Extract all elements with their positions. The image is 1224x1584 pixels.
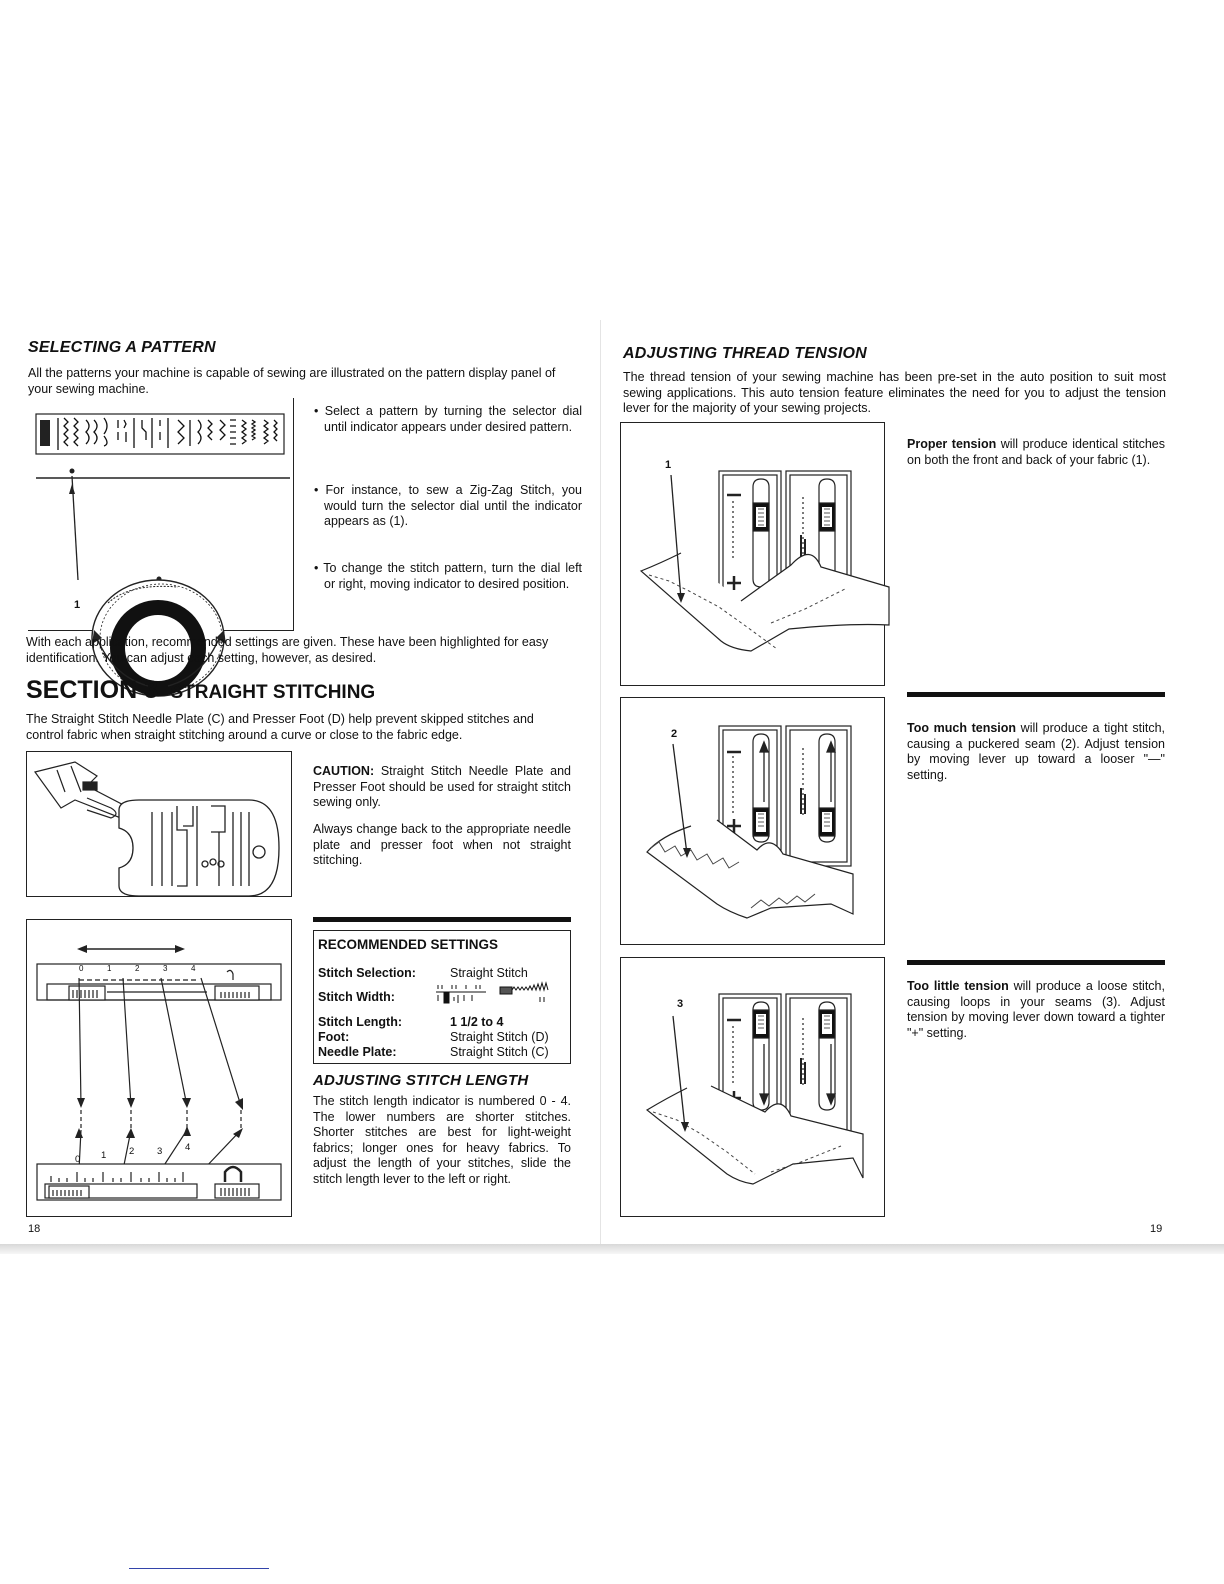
pattern-bullet-1: • Select a pattern by turning the selector dial until indicator appears under desired pattern.: [314, 404, 582, 434]
foot-plate-illustration: [26, 751, 292, 897]
setting-value-needle-plate: Straight Stitch (C): [450, 1045, 549, 1059]
too-little-tension-text: [907, 979, 1165, 1041]
scale-top-1: 1: [107, 964, 112, 973]
lever-arrows: [79, 978, 241, 1170]
section-title: STRAIGHT STITCHING: [170, 682, 376, 703]
pattern-dial-illustration: [28, 398, 294, 631]
too-much-tension-label: Too much tension: [907, 721, 1017, 735]
page-gutter: [600, 320, 601, 1250]
pattern-bullet-3: • To change the stitch pattern, turn the dial left or right, moving indicator to desired position.: [314, 561, 583, 591]
too-much-tension-body: will produce a tight stitch, causing a puckered seam (2). Adjust tension by moving lever up toward a looser "—" setting.: [907, 721, 1165, 782]
setting-label-needle-plate: Needle Plate:: [318, 1045, 397, 1059]
tension-callout-2: 2: [671, 728, 678, 740]
always-change-text: Always change back to the appropriate needle plate and presser foot when not straight stitching.: [313, 822, 571, 868]
scale-top-0: 0: [79, 964, 84, 973]
recommended-settings-box: [313, 930, 571, 1064]
too-much-tension-text: [907, 721, 1165, 783]
setting-value-selection: Straight Stitch: [450, 966, 528, 980]
pattern-callout-1: 1: [74, 599, 81, 611]
proper-tension-text: [907, 437, 1165, 468]
page-number-right: 19: [1150, 1223, 1163, 1235]
lever-arrowheads: [75, 1098, 243, 1138]
bottom-lever-panel: [37, 1164, 281, 1200]
tension-callout-3: 3: [677, 998, 684, 1010]
tension-illustration-too-much: [620, 697, 885, 945]
settings-rule: [313, 917, 571, 922]
proper-tension-body: will produce identical stitches on both the front and back of your fabric (1).: [907, 437, 1165, 467]
tension-illustration-too-little: [620, 957, 885, 1217]
thread-tension-intro: The thread tension of your sewing machine has been pre-set in the auto position to suit most sewing applications. This auto tension feature eliminates the need for you to adjust the tension lever for the majority of your sewing projects.: [623, 370, 1166, 416]
tension-callout-1: 1: [665, 459, 672, 471]
settings-title: RECOMMENDED SETTINGS: [318, 937, 499, 952]
selecting-pattern-outro: With each application, recommended settings are given. These have been highlighted for easy identification. You can adjust each setting, however, as desired.: [26, 635, 549, 665]
scale-bottom-2: 2: [129, 1146, 135, 1157]
setting-value-length: 1 1/2 to 4: [450, 1015, 504, 1029]
too-little-tension-body: will produce a loose stitch, causing loops in your seams (3). Adjust tension by moving lever down toward a tighter "+" setting.: [907, 979, 1165, 1040]
page-number-left: 18: [28, 1223, 41, 1235]
caution-body: Straight Stitch Needle Plate and Presser Foot should be used for straight stitch sewing only.: [313, 764, 571, 810]
scale-bottom-0: 0: [75, 1154, 81, 1165]
needle-plate-drawing: [119, 800, 279, 896]
tension-illustration-proper: [620, 422, 885, 686]
setting-label-foot: Foot:: [318, 1030, 350, 1044]
adjusting-length-heading: ADJUSTING STITCH LENGTH: [313, 1072, 529, 1089]
adjusting-length-text: The stitch length indicator is numbered 0 - 4. The lower numbers are shorter stitches. Shorter stitches are best for light-weight fabrics; longer ones for heavy fabrics. To adjust the length of your stitches, slide the stitch length lever to the left or right.: [313, 1094, 571, 1186]
too-little-tension-label: Too little tension: [907, 979, 1009, 993]
section-3-intro: The Straight Stitch Needle Plate (C) and Presser Foot (D) help prevent skipped stitches and control fabric when straight stitching around a curve or close to the fabric edge.: [26, 712, 534, 742]
proper-tension-label: Proper tension: [907, 437, 997, 451]
caution-text: [313, 764, 571, 811]
scale-bottom-1: 1: [101, 1150, 107, 1161]
scale-bottom-3: 3: [157, 1146, 163, 1157]
scale-bottom-4: 4: [185, 1142, 191, 1153]
pattern-panel-selector: [40, 420, 50, 446]
setting-label-width: Stitch Width:: [318, 990, 395, 1004]
stitch-length-illustration: [26, 919, 292, 1217]
length-scale-top: [79, 964, 203, 978]
too-little-rule: [907, 960, 1165, 965]
setting-label-length: Stitch Length:: [318, 1015, 403, 1029]
scale-top-3: 3: [163, 964, 168, 973]
length-scale-bottom: [75, 1142, 235, 1165]
page-bottom-shadow: [0, 1244, 1224, 1254]
bottom-link-line: [129, 1568, 269, 1569]
section-label: SECTION 3: [26, 676, 158, 704]
caution-label: CAUTION:: [313, 764, 375, 778]
selecting-pattern-heading: SELECTING A PATTERN: [28, 339, 216, 356]
too-much-rule: [907, 692, 1165, 697]
pattern-bullet-2: • For instance, to sew a Zig-Zag Stitch, you would turn the selector dial until the indicator appears as (1).: [314, 483, 582, 529]
scale-top-2: 2: [135, 964, 140, 973]
setting-value-foot: Straight Stitch (D): [450, 1030, 549, 1044]
thread-tension-heading: ADJUSTING THREAD TENSION: [623, 345, 867, 362]
scale-top-4: 4: [191, 964, 196, 973]
setting-label-selection: Stitch Selection:: [318, 966, 416, 980]
section-3-heading: [26, 676, 375, 705]
selecting-pattern-intro: All the patterns your machine is capable of sewing are illustrated on the pattern display panel of your sewing machine.: [28, 366, 556, 396]
